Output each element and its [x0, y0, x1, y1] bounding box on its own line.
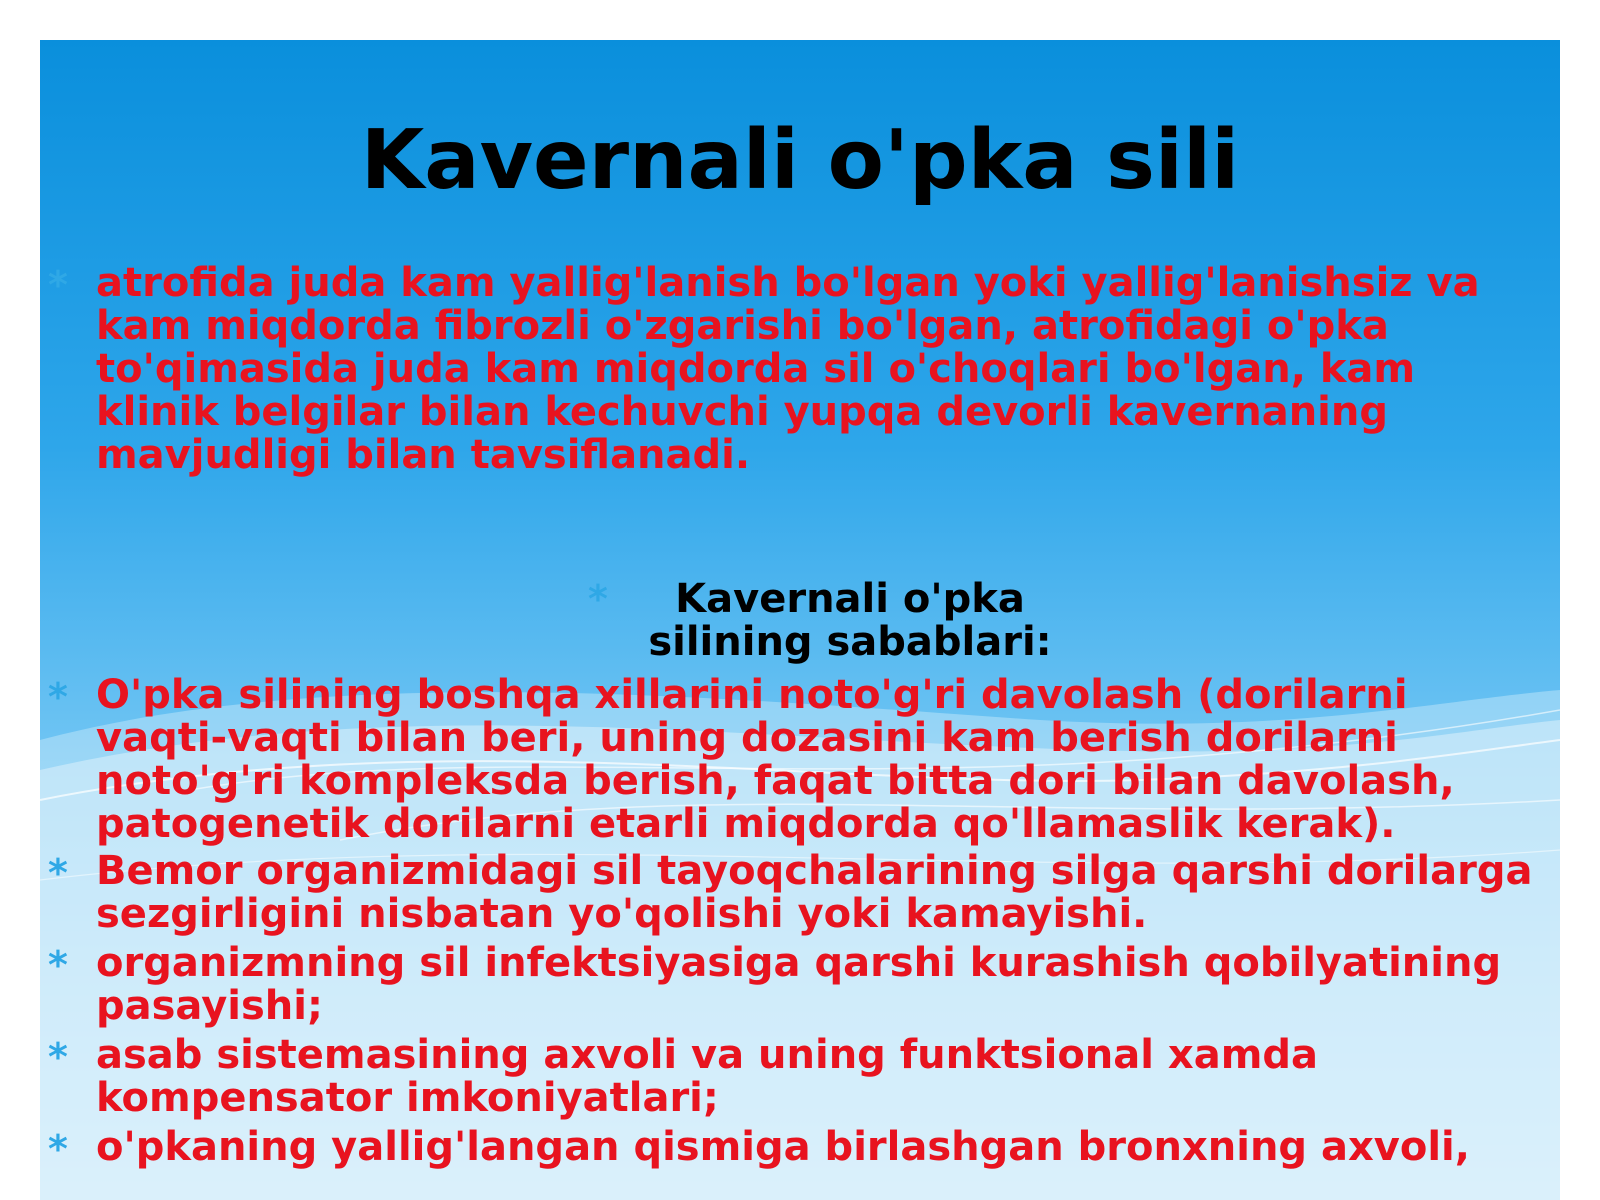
cause-item: O'pka silining boshqa xillarini noto'g'ri davolash (dorilarni vaqti-vaqti bilan beri, uning dozasini kam berish dorilarni noto'g'ri kompleksda berish, faqat bitta dori bilan davolash, patogenetik dorilarni etarli miqdorda qo'llamaslik kerak).: [96, 672, 1455, 847]
bullet-icon: *: [48, 943, 68, 987]
slide-title: Kavernali o'pka sili: [360, 113, 1240, 208]
cause-item: asab sistemasining axvoli va uning funktsional xamda kompensator imkoniyatlari;: [96, 1032, 1319, 1121]
bullet-icon: *: [48, 1035, 68, 1079]
subtitle-line-2: silining sabablari:: [648, 619, 1052, 665]
slide: [40, 40, 1560, 1200]
subtitle-line-1: Kavernali o'pka: [675, 576, 1025, 622]
bullet-icon: *: [48, 675, 68, 719]
bullet-icon: *: [48, 263, 68, 307]
bullet-icon: *: [48, 1127, 68, 1171]
cause-item: o'pkaning yallig'langan qismiga birlashgan bronxning axvoli,: [96, 1124, 1470, 1170]
bullet-icon: *: [588, 577, 608, 621]
cause-item: organizmning sil infektsiyasiga qarshi kurashish qobilyatining pasayishi;: [96, 940, 1502, 1029]
intro-paragraph: atrofida juda kam yallig'lanish bo'lgan yoki yallig'lanishsiz va kam miqdorda fibrozli o'zgarishi bo'lgan, atrofidagi o'pka to'qimasida juda kam miqdorda sil o'choqlari bo'lgan, kam klinik belgilar bilan kechuvchi yupqa devorli kavernaning mavjudligi bilan tavsiflanadi.: [96, 260, 1480, 478]
bullet-icon: *: [48, 851, 68, 895]
section-subtitle: [40, 578, 1560, 664]
cause-item: Bemor organizmidagi sil tayoqchalarining silga qarshi dorilarga sezgirligini nisbatan yo'qolishi yoki kamayishi.: [96, 848, 1533, 937]
